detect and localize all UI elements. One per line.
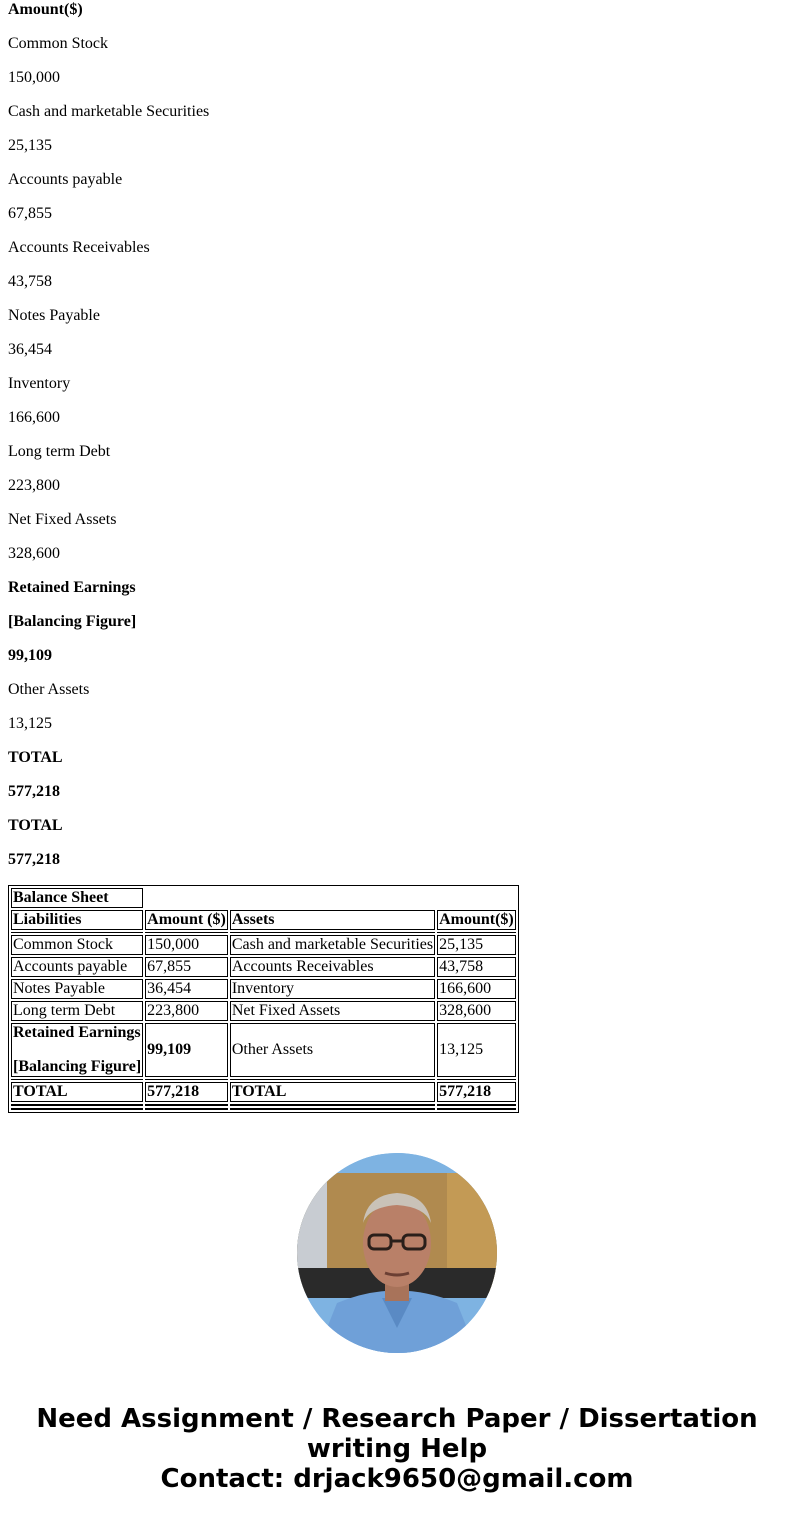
avatar [297,1153,497,1353]
asset-amount: 328,600 [437,1001,516,1021]
table-row [11,979,516,999]
text-line: Other Assets [8,681,90,698]
asset-label: Accounts Receivables [230,957,435,977]
total-asset-label: TOTAL [230,1082,435,1102]
liability-amount: 67,855 [145,957,228,977]
asset-label: Cash and marketable Securities [231,936,434,953]
table-separator [11,1104,516,1106]
table-separator [11,932,516,933]
person-photo-icon [297,1153,497,1353]
text-lines [8,0,788,884]
table-row [11,957,516,977]
other-assets-label: Other Assets [230,1023,435,1077]
text-line: 43,758 [8,273,52,290]
balancing-figure-label: [Balancing Figure] [13,1058,142,1075]
total-label: TOTAL [11,1082,143,1102]
table-row [11,935,516,955]
text-line: 577,218 [8,783,60,800]
header-liabilities: Liabilities [11,910,143,930]
liability-label: Accounts payable [11,957,143,977]
footer-line-3: Contact: drjack9650@gmail.com [160,1464,634,1494]
text-line: Long term Debt [8,443,111,460]
retained-amount: 99,109 [145,1023,228,1077]
text-line: 13,125 [8,715,52,732]
text-line: 36,454 [8,341,52,358]
contact-footer [0,1404,794,1494]
balance-sheet-table [8,885,519,1113]
text-line: 99,109 [8,647,52,664]
retained-label-cell [11,1023,143,1077]
text-line: 166,600 [8,409,60,426]
header-asset-amount: Amount($) [439,911,514,928]
footer-line-2: writing Help [306,1434,488,1464]
liability-amount: 223,800 [145,1001,228,1021]
total-liab-amount: 577,218 [145,1082,228,1102]
text-line: TOTAL [8,749,63,766]
liability-amount: 36,454 [145,979,228,999]
text-line: Notes Payable [8,307,100,324]
liability-amount: 150,000 [145,935,228,955]
table-row [11,1001,516,1021]
asset-label: Inventory [230,979,435,999]
text-line: [Balancing Figure] [8,613,137,630]
header-assets: Assets [230,910,435,930]
liability-label: Common Stock [11,935,143,955]
table-title-row [11,888,516,908]
text-line: Amount($) [8,1,83,18]
asset-amount: 25,135 [437,935,516,955]
retained-label: Retained Earnings [13,1024,141,1041]
text-line: TOTAL [8,817,63,834]
liability-label: Long term Debt [11,1001,143,1021]
text-line: Accounts Receivables [8,239,150,256]
text-line: 25,135 [8,137,52,154]
table-separator [11,1108,516,1110]
text-line: Inventory [8,375,71,392]
text-line: Accounts payable [8,171,123,188]
total-asset-amount: 577,218 [437,1082,516,1102]
text-line: Common Stock [8,35,109,52]
text-line: Cash and marketable Securities [8,103,210,120]
text-line: Net Fixed Assets [8,511,117,528]
liability-label: Notes Payable [11,979,143,999]
text-line: 150,000 [8,69,60,86]
footer-line-1: Need Assignment / Research Paper / Dissertation [36,1404,758,1434]
text-line: 577,218 [8,851,60,868]
table-title: Balance Sheet [11,888,143,908]
table-header-row [11,910,516,930]
text-line: 67,855 [8,205,52,222]
table-separator [11,1079,516,1080]
table-body [11,935,516,1021]
asset-amount: 166,600 [437,979,516,999]
text-line: 223,800 [8,477,60,494]
text-line: Retained Earnings [8,579,136,596]
balance-sheet-table-wrapper [8,885,519,1113]
other-assets-amount: 13,125 [437,1023,516,1077]
asset-amount: 43,758 [437,957,516,977]
table-row-total [11,1082,516,1102]
table-row-retained [11,1023,516,1077]
header-liab-amount: Amount ($) [147,911,226,928]
asset-label: Net Fixed Assets [230,1001,435,1021]
text-line: 328,600 [8,545,60,562]
